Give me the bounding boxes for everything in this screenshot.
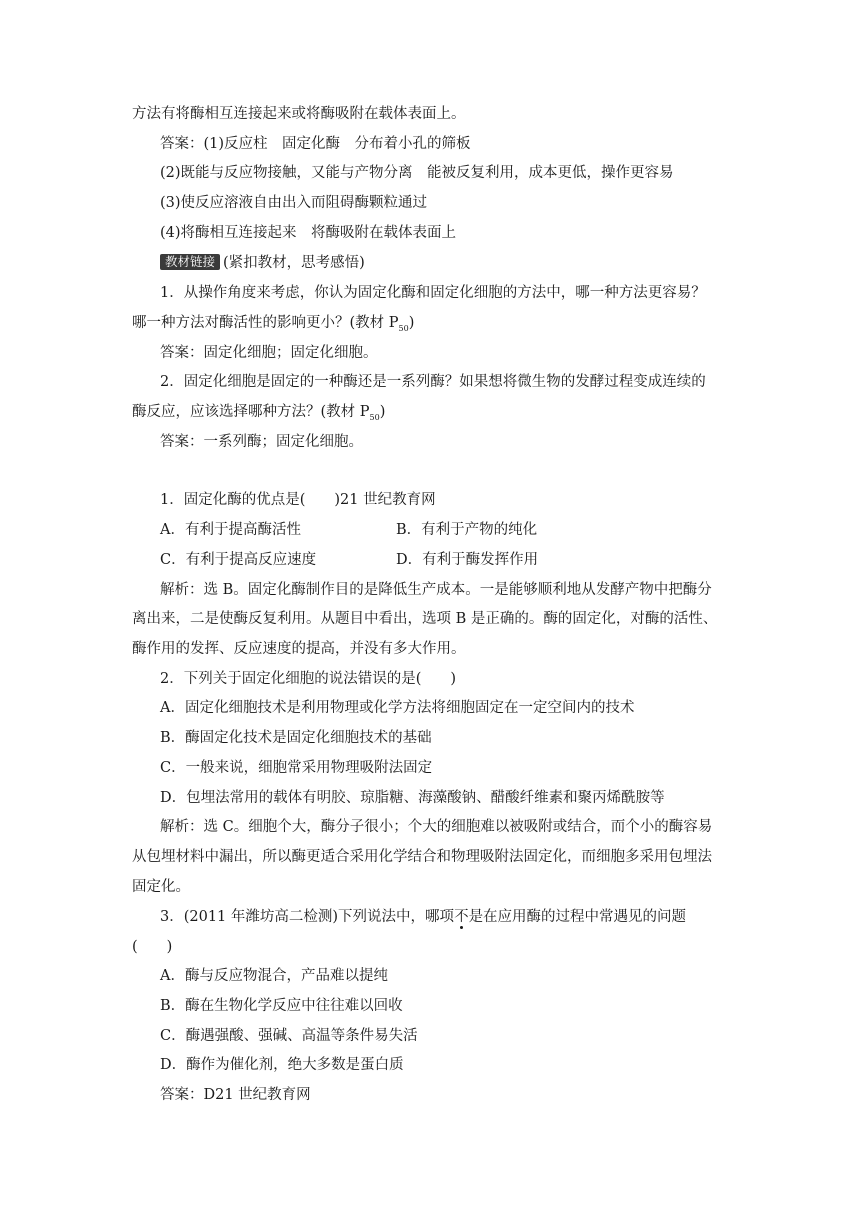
explanation-line: 固定化。 — [132, 879, 190, 895]
option-c: C．一般来说，细胞常采用物理吸附法固定 — [160, 760, 433, 776]
text-line: 方法有将酶相互连接起来或将酶吸附在载体表面上。 — [132, 106, 466, 122]
question-line: 1．从操作角度来考虑，你认为固定化酶和固定化细胞的方法中，哪一种方法更容易？ — [160, 285, 706, 301]
question-text-end: ) — [408, 315, 415, 331]
page-subscript: 50 — [369, 412, 380, 422]
stem-text-end: 是在应用酶的过程中常遇见的问题 — [468, 909, 687, 925]
textbook-link-badge: 教材链接 — [160, 254, 220, 270]
exercise-stem — [160, 907, 686, 927]
option-b: B．有利于产物的纯化 — [396, 522, 538, 538]
question-text: 哪一种方法对酶活性的影响更小？(教材 P — [132, 315, 399, 331]
exercise-stem: 2．下列关于固定化细胞的说法错误的是( ) — [160, 671, 457, 687]
answer-line: 答案：一系列酶；固定化细胞。 — [160, 434, 363, 450]
option-d: D．酶作为催化剂，绝大多数是蛋白质 — [160, 1057, 404, 1073]
textbook-link-subtitle: (紧扣教材，思考感悟) — [223, 255, 365, 271]
question-line — [132, 402, 385, 428]
textbook-link-heading — [160, 253, 365, 273]
option-a: A．固定化细胞技术是利用物理或化学方法将细胞固定在一定空间内的技术 — [160, 700, 635, 716]
answer-blank: ( ) — [132, 939, 173, 955]
option-c: C．酶遇强酸、强碱、高温等条件易失活 — [160, 1028, 418, 1044]
option-a: A．有利于提高酶活性 — [160, 522, 301, 538]
page-subscript: 50 — [398, 323, 409, 333]
answer-line: 答案：D21 世纪教育网 — [160, 1087, 311, 1103]
answer-line: 答案：固定化细胞；固定化细胞。 — [160, 345, 378, 361]
explanation-line: 酶作用的发挥、反应速度的提高，并没有多大作用。 — [132, 641, 466, 657]
explanation-line: 离出来，二是使酶反复利用。从题目中看出，选项 B 是正确的。酶的固定化，对酶的活性、 — [132, 611, 718, 627]
question-line — [132, 313, 414, 339]
emphasis-not: 不 — [454, 909, 469, 925]
option-b: B．酶在生物化学反应中往往难以回收 — [160, 998, 403, 1014]
option-d: D．包埋法常用的载体有明胶、琼脂糖、海藻酸钠、醋酸纤维素和聚丙烯酰胺等 — [160, 790, 665, 806]
option-d: D．有利于酶发挥作用 — [396, 552, 539, 568]
explanation-line: 解析：选 C。细胞个大，酶分子很小；个大的细胞难以被吸附或结合，而个小的酶容易 — [160, 819, 713, 835]
exercise-stem: 1．固定化酶的优点是( )21 世纪教育网 — [160, 492, 436, 508]
answer-line: (2)既能与反应物接触，又能与产物分离 能被反复利用，成本更低，操作更容易 — [160, 165, 674, 181]
option-b: B．酶固定化技术是固定化细胞技术的基础 — [160, 730, 432, 746]
explanation-line: 从包埋材料中漏出，所以酶更适合采用化学结合和物理吸附法固定化，而细胞多采用包埋法 — [132, 849, 712, 865]
question-text-end: ) — [379, 404, 386, 420]
answer-line: 答案：(1)反应柱 固定化酶 分布着小孔的筛板 — [160, 136, 471, 152]
answer-line: (4)将酶相互连接起来 将酶吸附在载体表面上 — [160, 225, 457, 241]
option-c: C．有利于提高反应速度 — [160, 552, 317, 568]
question-text: 酶反应，应该选择哪种方法？(教材 P — [132, 404, 370, 420]
explanation-line: 解析：选 B。固定化酶制作目的是降低生产成本。一是能够顺利地从发酵产物中把酶分 — [160, 582, 712, 598]
stem-text: 3．(2011 年潍坊高二检测)下列说法中，哪项 — [160, 909, 455, 925]
question-line: 2．固定化细胞是固定的一种酶还是一系列酶？如果想将微生物的发酵过程变成连续的 — [160, 374, 706, 390]
answer-line: (3)使反应溶液自由出入而阻碍酶颗粒通过 — [160, 195, 428, 211]
option-a: A．酶与反应物混合，产品难以提纯 — [160, 968, 388, 984]
